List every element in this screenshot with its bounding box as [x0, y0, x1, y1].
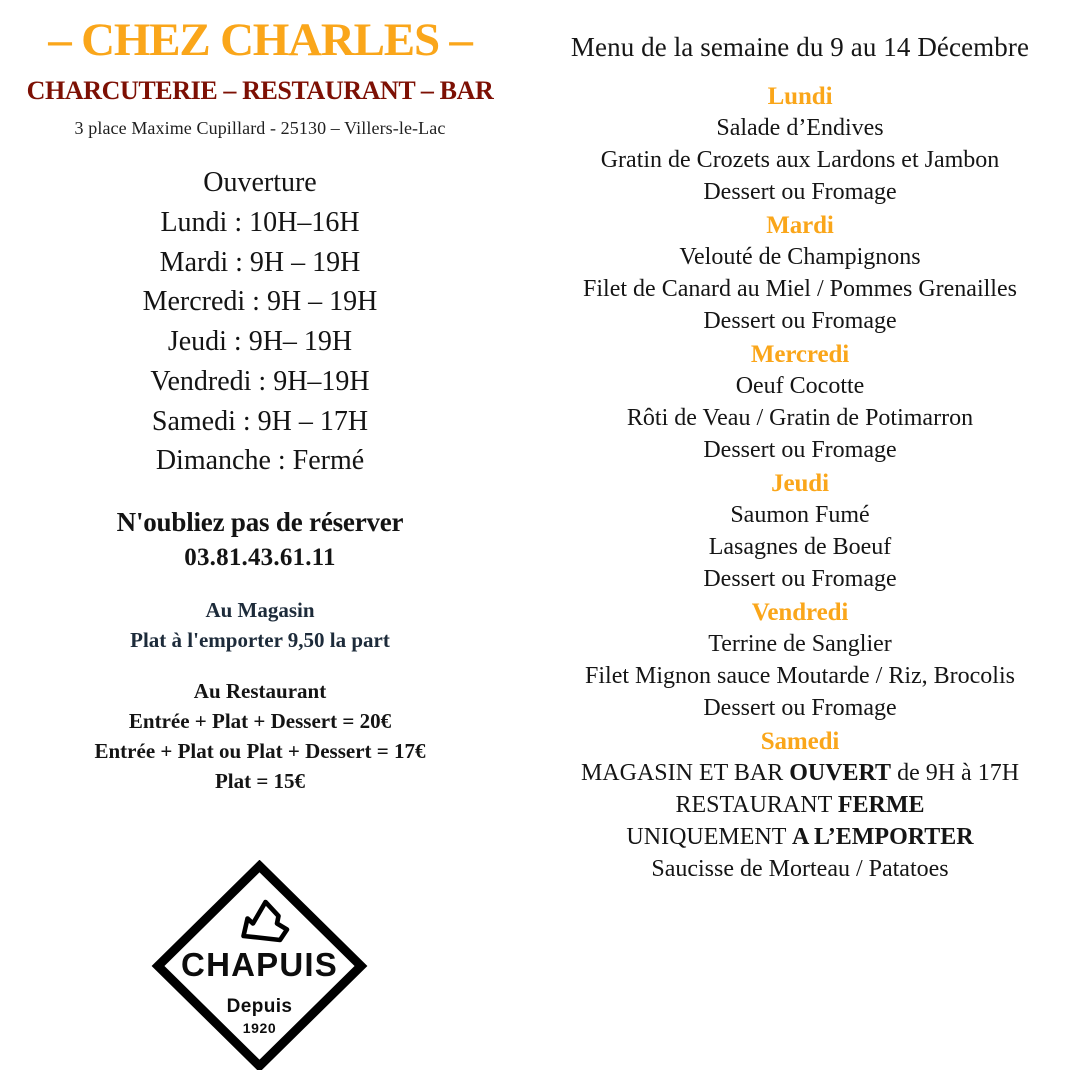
menu-item: Dessert ou Fromage — [703, 308, 897, 335]
menu-day-jeudi — [520, 467, 1080, 596]
opening-hours-block — [0, 139, 520, 481]
reservation-title: N'oubliez pas de réserver — [116, 507, 404, 537]
hours-row-mercredi: Mercredi : 9H – 19H — [142, 286, 378, 318]
hours-row-lundi: Lundi : 10H–16H — [160, 206, 360, 238]
reservation-block — [0, 481, 520, 572]
logo-since-label: Depuis — [226, 996, 293, 1017]
price-row-full-menu: Entrée + Plat + Dessert = 20€ — [128, 709, 392, 733]
shop-takeaway-price: Plat à l'emporter 9,50 la part — [130, 628, 390, 652]
price-row-main-only: Plat = 15€ — [214, 769, 306, 793]
menu-notice: UNIQUEMENT A L’EMPORTER — [626, 823, 974, 850]
menu-week-header: Menu de la semaine du 9 au 14 Décembre — [570, 32, 1030, 62]
menu-item: Filet de Canard au Miel / Pommes Grenailles — [583, 276, 1017, 303]
menu-item: Dessert ou Fromage — [703, 694, 897, 721]
hours-row-vendredi: Vendredi : 9H–19H — [150, 365, 370, 397]
menu-notice: MAGASIN ET BAR OUVERT de 9H à 17H — [580, 760, 1020, 787]
day-heading-jeudi: Jeudi — [771, 469, 829, 497]
menu-item: Rôti de Veau / Gratin de Potimarron — [626, 405, 974, 432]
hours-row-mardi: Mardi : 9H – 19H — [159, 246, 361, 278]
menu-item: Lasagnes de Boeuf — [708, 534, 892, 561]
hours-row-dimanche: Dimanche : Fermé — [155, 445, 365, 477]
menu-item: Dessert ou Fromage — [703, 179, 897, 206]
menu-item: Dessert ou Fromage — [703, 565, 897, 592]
menu-days-list — [520, 63, 1080, 886]
day-heading-mardi: Mardi — [766, 211, 834, 239]
menu-item: Terrine de Sanglier — [708, 631, 892, 658]
hours-row-samedi: Samedi : 9H – 17H — [151, 405, 369, 437]
logo-name: CHAPUIS — [181, 946, 338, 983]
shop-takeaway-block — [0, 572, 520, 653]
logo-since-year: 1920 — [242, 1020, 277, 1036]
menu-day-mercredi — [520, 338, 1080, 467]
restaurant-prices-block — [0, 653, 520, 794]
menu-item: Filet Mignon sauce Moutarde / Riz, Brocolis — [585, 663, 1015, 690]
menu-day-vendredi — [520, 596, 1080, 725]
menu-item: Saumon Fumé — [730, 502, 870, 529]
menu-day-lundi — [520, 80, 1080, 209]
day-heading-vendredi: Vendredi — [751, 598, 849, 626]
restaurant-title: Au Restaurant — [193, 679, 327, 703]
brand-address: 3 place Maxime Cupillard - 25130 – Villers-le-Lac — [74, 118, 446, 138]
menu-item: Velouté de Champignons — [679, 244, 921, 271]
day-heading-lundi: Lundi — [767, 83, 833, 110]
day-heading-samedi: Samedi — [760, 727, 840, 755]
brand-subtitle: CHARCUTERIE – RESTAURANT – BAR — [26, 76, 494, 105]
menu-item: Saucisse de Morteau / Patatoes — [651, 855, 949, 882]
price-row-two-course: Entrée + Plat ou Plat + Dessert = 17€ — [94, 739, 426, 763]
right-column — [520, 0, 1080, 1080]
reservation-phone[interactable]: 03.81.43.61.11 — [184, 544, 336, 571]
brand-title: – CHEZ CHARLES – — [48, 14, 472, 66]
shop-title: Au Magasin — [205, 598, 315, 622]
menu-item: Dessert ou Fromage — [703, 437, 897, 463]
chalet-roof-icon — [244, 902, 288, 940]
hours-row-jeudi: Jeudi : 9H– 19H — [167, 326, 353, 357]
menu-day-samedi — [520, 725, 1080, 886]
menu-notice: RESTAURANT FERME — [675, 792, 925, 818]
menu-item: Gratin de Crozets aux Lardons et Jambon — [600, 147, 1000, 174]
opening-hours-heading: Ouverture — [203, 167, 317, 198]
day-heading-mercredi: Mercredi — [750, 340, 850, 368]
left-column — [0, 0, 520, 1080]
menu-day-mardi — [520, 209, 1080, 338]
chapuis-logo — [147, 860, 372, 1070]
menu-item: Oeuf Cocotte — [735, 373, 865, 400]
menu-item: Salade d’Endives — [716, 115, 884, 142]
